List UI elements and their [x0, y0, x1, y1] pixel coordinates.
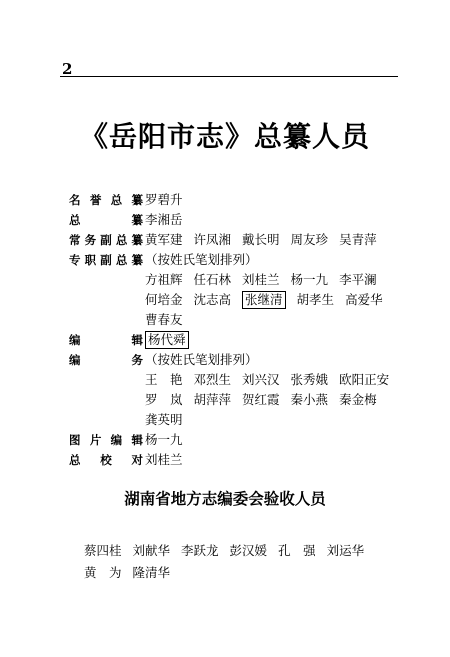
staff-names	[145, 350, 409, 430]
acceptance-list	[84, 540, 414, 584]
staff-row	[69, 350, 409, 430]
person-name: 龚英明	[145, 412, 183, 427]
name-line	[145, 210, 409, 230]
person-name: 杨一九	[290, 272, 329, 287]
staff-names	[145, 450, 409, 470]
name-line	[145, 190, 409, 210]
ordering-note: （按姓氏笔划排列）	[145, 252, 258, 267]
person-name: 李湘岳	[145, 212, 183, 227]
person-name: 刘兴汉	[242, 372, 280, 387]
person-name: 邓烈生	[193, 372, 232, 387]
person-name: 隆清华	[132, 565, 171, 580]
staff-names	[145, 210, 409, 230]
acceptance-title: 湖南省地方志编委会验收人员	[124, 490, 326, 508]
staff-row	[69, 450, 409, 470]
person-name: 方祖辉	[145, 272, 183, 287]
name-line	[145, 290, 409, 310]
name-line	[145, 230, 409, 250]
staff-row	[69, 190, 409, 210]
page-number: 2	[62, 60, 73, 78]
staff-names	[145, 430, 409, 450]
person-name: 戴长明	[242, 232, 280, 247]
staff-role: 编务	[69, 353, 143, 367]
person-name: 许凤湘	[193, 232, 232, 247]
person-name: 欧阳正安	[339, 372, 390, 387]
person-name: 张继清	[242, 291, 286, 309]
name-line	[145, 250, 409, 270]
person-name: 黄 为	[84, 565, 122, 580]
person-name: 孔 强	[278, 543, 316, 558]
staff-row	[69, 250, 409, 330]
person-name: 沈志高	[193, 292, 232, 307]
staff-role: 总校对	[69, 453, 143, 467]
person-name: 胡孝生	[296, 292, 335, 307]
staff-role: 常务副总纂	[69, 233, 143, 247]
staff-row	[69, 210, 409, 230]
name-line	[145, 270, 409, 290]
person-name: 任石林	[193, 272, 232, 287]
header-rule	[60, 76, 398, 77]
person-name: 王 艳	[145, 372, 183, 387]
name-line	[145, 450, 409, 470]
person-name: 曹春友	[145, 312, 183, 327]
staff-names	[145, 230, 409, 250]
acceptance-line	[84, 562, 414, 584]
name-line	[145, 310, 409, 330]
person-name: 贺红霞	[242, 392, 280, 407]
person-name: 杨一九	[145, 432, 183, 447]
staff-role: 图片编辑	[69, 433, 143, 447]
person-name: 罗 岚	[145, 392, 183, 407]
person-name: 杨代舜	[145, 331, 189, 349]
ordering-note: （按姓氏笔划排列）	[145, 352, 258, 367]
person-name: 秦金梅	[339, 392, 377, 407]
person-name: 胡萍萍	[193, 392, 232, 407]
staff-role: 专职副总纂	[69, 253, 143, 267]
staff-row	[69, 230, 409, 250]
person-name: 刘献华	[132, 543, 171, 558]
staff-row	[69, 430, 409, 450]
name-line	[145, 370, 409, 390]
staff-names	[145, 330, 409, 350]
name-line	[145, 390, 409, 410]
person-name: 李平澜	[339, 272, 377, 287]
person-name: 蔡四桂	[84, 543, 122, 558]
staff-names	[145, 190, 409, 210]
staff-role: 编辑	[69, 333, 143, 347]
person-name: 彭汉媛	[229, 543, 268, 558]
name-line	[145, 350, 409, 370]
name-line	[145, 410, 409, 430]
staff-names	[145, 250, 409, 330]
person-name: 高爱华	[345, 292, 383, 307]
person-name: 刘桂兰	[145, 452, 183, 467]
staff-role: 名誉总纂	[69, 193, 143, 207]
person-name: 刘运华	[326, 543, 365, 558]
name-line	[145, 330, 409, 350]
person-name: 李跃龙	[181, 543, 219, 558]
person-name: 黄军建	[145, 232, 183, 247]
person-name: 何培金	[145, 292, 183, 307]
person-name: 周友珍	[290, 232, 329, 247]
person-name: 张秀娥	[290, 372, 329, 387]
staff-list	[69, 190, 409, 470]
person-name: 刘桂兰	[242, 272, 280, 287]
page-title: 《岳阳市志》总纂人员	[79, 120, 370, 153]
staff-role: 总纂	[69, 213, 143, 227]
staff-row	[69, 330, 409, 350]
person-name: 罗碧升	[145, 192, 183, 207]
acceptance-line	[84, 540, 414, 562]
person-name: 吴青萍	[339, 232, 377, 247]
person-name: 秦小燕	[290, 392, 329, 407]
name-line	[145, 430, 409, 450]
